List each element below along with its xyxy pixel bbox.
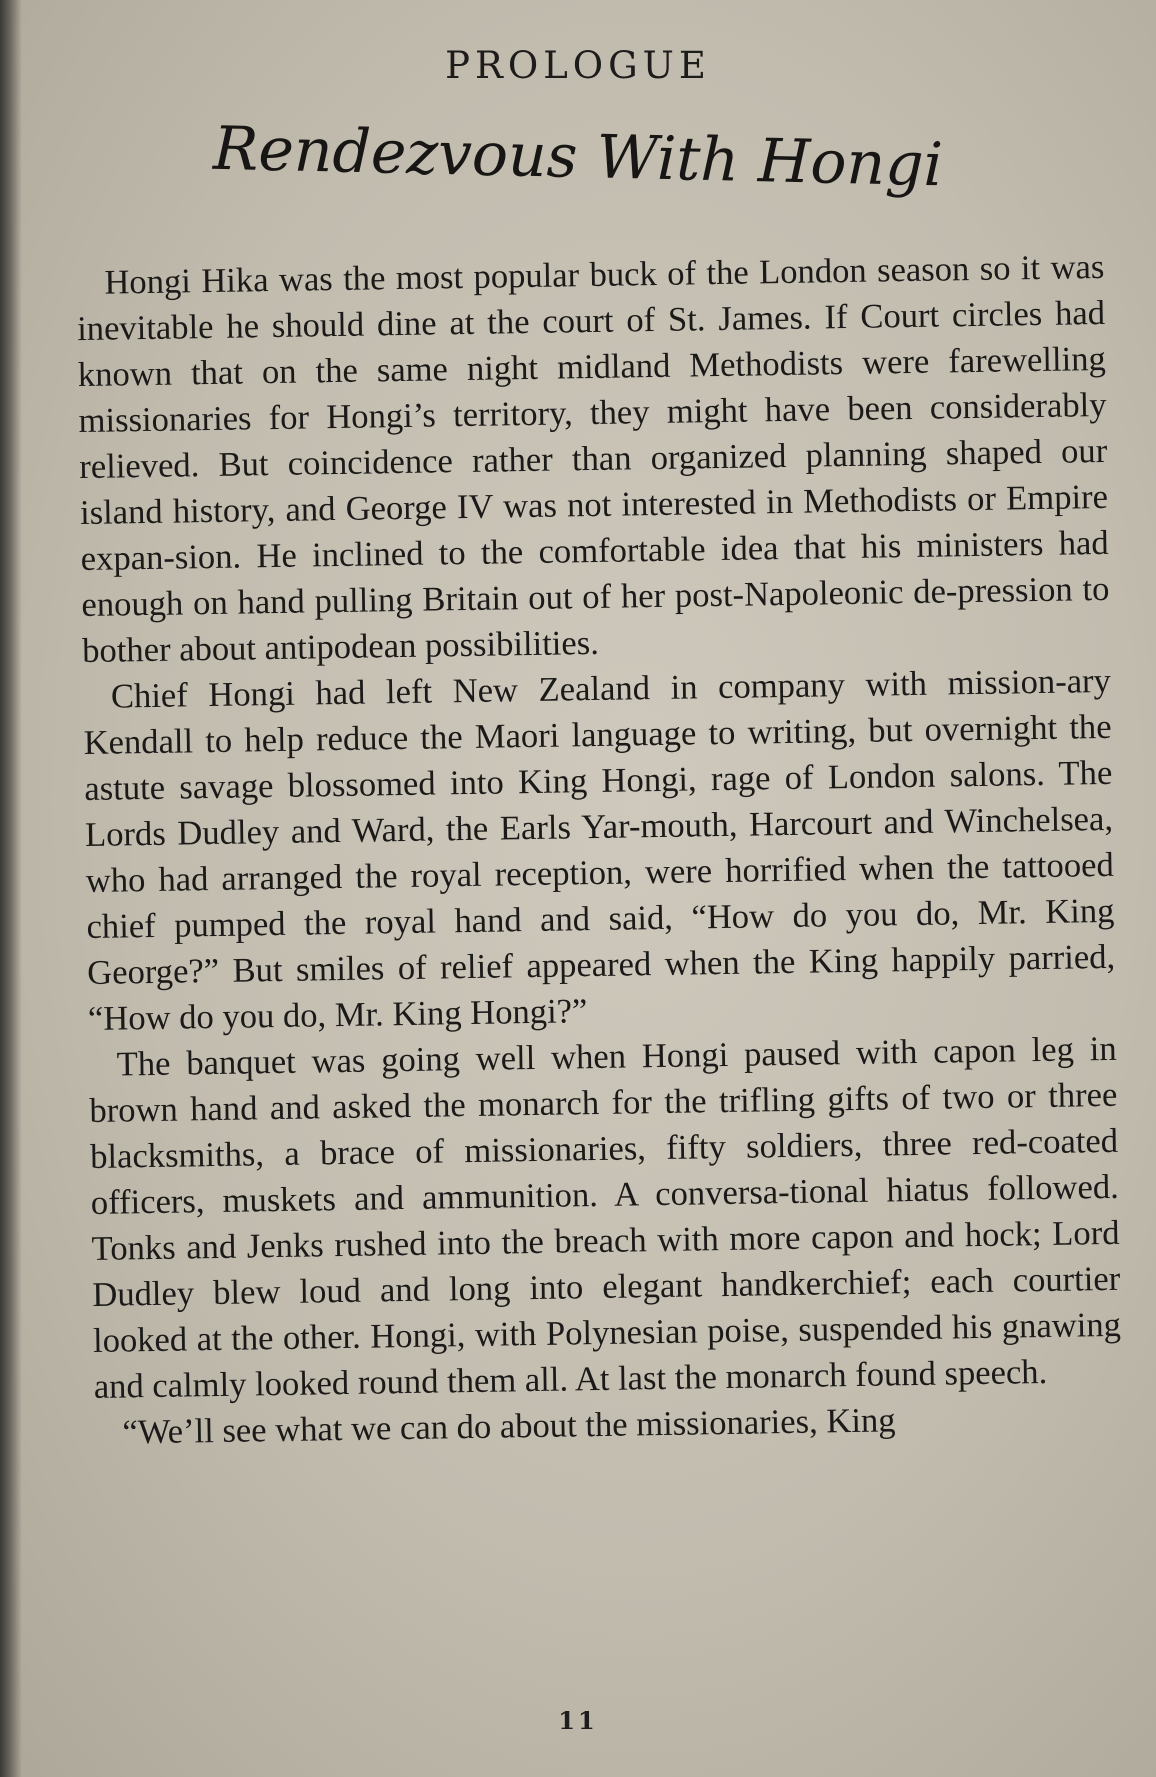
paragraph-4: “We’ll see what we can do about the missionaries, King [122, 1401, 896, 1452]
paragraph-2: Chief Hongi had left New Zealand in company with mission-ary Kendall to help reduce the Maori language to writing, but overnight the astute savage blossomed into King Hongi, rage of London salons. The Lords Dudley and Ward, the Earls Yar-mouth, Harcourt and Winchelsea, who had arranged the royal reception, were horrified when the tattooed chief pumped the royal hand and said, “How do you do, Mr. King George?” But smiles of relief appeared when the King happily parried, “How do you do, Mr. King Hongi?” [83, 661, 1116, 1038]
gutter-shadow [0, 0, 22, 1777]
chapter-title: Rendezvous With Hongi [212, 113, 944, 201]
page-number: 11 [558, 1706, 598, 1735]
body-text [76, 244, 1123, 1456]
paragraph-3: The banquet was going well when Hongi paused with capon leg in brown hand and asked the monarch for the trifling gifts of two or three blacksmiths, a brace of missionaries, fifty soldiers, three red-coated officers, muskets and ammunition. A conversa-tional hiatus followed. Tonks and Jenks rushed into the breach with more capon and hock; Lord Dudley blew loud and long into elegant handkerchief; each courtier looked at the other. Hongi, with Polynesian poise, suspended his gnawing and calmly looked round them all. At last the monarch found speech. [89, 1029, 1122, 1406]
paragraph-1: Hongi Hika was the most popular buck of the London season so it was inevitable he should dine at the court of St. James. If Court circles had known that on the same night midland Methodists were farewelling missionaries for Hongi’s territory, they might have been considerably relieved. But coincidence rather than organized planning shaped our island history, and George IV was not interested in Methodists or Empire expan-sion. He inclined to the comfortable idea that his ministers had enough on hand pulling Britain out of her post-Napoleonic de-pression to bother about antipodean possibilities. [76, 247, 1110, 671]
running-head: PROLOGUE [445, 44, 711, 87]
